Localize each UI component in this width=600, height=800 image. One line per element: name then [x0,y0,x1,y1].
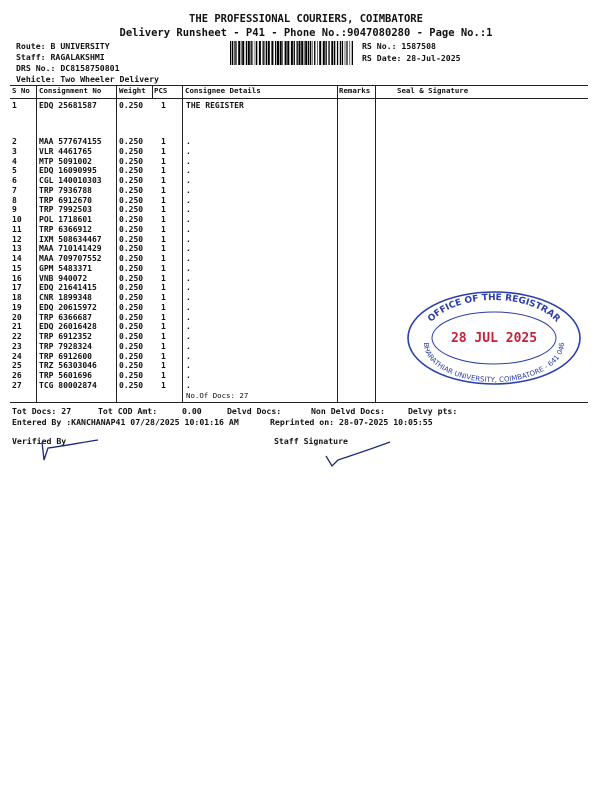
row-weight: 0.250 [119,332,144,341]
total-docs: Tot Docs: 27 [12,406,72,416]
row-consignee: . [186,254,191,263]
entered-by: Entered By :KANCHANAP41 07/28/2025 10:01:16 AM [12,417,239,427]
row-consignment: GPM 5483371 [39,263,92,273]
row-pcs: 1 [161,176,166,185]
row-weight: 0.250 [119,146,144,156]
row-pcs: 1 [161,293,166,302]
row-weight: 0.250 [119,380,144,390]
col-header-consignment: Consignment No [39,86,102,95]
row-sno: 18 [12,293,22,302]
row-weight: 0.250 [119,137,144,146]
row-consignment: TRP 6912670 [39,195,92,205]
row-weight: 0.250 [119,195,144,205]
row-consignee: . [186,244,191,254]
row-weight: 0.250 [119,176,144,185]
row-consignment: TRZ 56303046 [39,361,97,371]
row-sno: 9 [12,205,17,215]
table-row [0,147,600,157]
runsheet-title: Delivery Runsheet - P41 - Phone No.:9047080280 - Page No.:1 [119,27,493,39]
table-row [0,235,600,245]
staff-signature-label: Staff Signature [274,436,348,446]
row-sno: 7 [12,185,17,195]
row-pcs: 1 [161,332,166,341]
table-row [0,274,600,284]
row-pcs: 1 [161,101,166,110]
table-row [0,205,600,215]
row-sno: 20 [12,312,22,322]
svg-text:BHARATHIAR UNIVERSITY, COIMBAT [422,342,566,384]
row-weight: 0.250 [119,341,144,351]
row-sno: 14 [12,254,22,263]
row-sno: 25 [12,361,22,371]
rs-date: RS Date: 28-Jul-2025 [362,53,461,63]
row-pcs: 1 [161,263,166,273]
col-header-pcs: PCS [154,86,168,95]
row-sno: 22 [12,332,22,341]
row-weight: 0.250 [119,234,144,244]
row-consignee: THE REGISTER [186,101,244,110]
row-consignment: TRP 7992503 [39,205,92,215]
row-consignment: EDQ 25681587 [39,101,97,110]
row-consignee: . [186,273,191,283]
row-pcs: 1 [161,195,166,205]
row-sno: 24 [12,351,22,361]
row-weight: 0.250 [119,273,144,283]
table-row [0,215,600,225]
row-pcs: 1 [161,341,166,351]
staff-signature [322,440,394,470]
row-sno: 10 [12,215,22,224]
row-consignee: . [186,137,191,146]
row-weight: 0.250 [119,244,144,254]
row-pcs: 1 [161,351,166,361]
row-pcs: 1 [161,234,166,244]
row-consignee: . [186,215,191,224]
verified-by-label: Verified By [12,436,67,446]
route-text: Route: B UNIVERSITY [16,41,110,51]
row-sno: 12 [12,234,22,244]
row-weight: 0.250 [119,215,144,224]
row-consignment: MAA 577674155 [39,137,102,146]
row-consignee: . [186,283,191,293]
row-weight: 0.250 [119,293,144,302]
delivered-docs: Delvd Docs: [227,406,282,416]
row-pcs: 1 [161,205,166,215]
non-delivered-docs: Non Delvd Docs: [311,406,385,416]
row-pcs: 1 [161,302,166,312]
company-title: THE PROFESSIONAL COURIERS, COIMBATORE [189,13,423,25]
row-sno: 16 [12,273,22,283]
barcode-image [229,41,355,65]
row-weight: 0.250 [119,185,144,195]
row-weight: 0.250 [119,371,144,380]
table-row [0,186,600,196]
verified-signature [34,438,104,466]
delivery-points: Delvy pts: [408,406,458,416]
row-consignment: TRP 6366687 [39,312,92,322]
row-consignee: . [186,380,191,390]
row-consignee: . [186,224,191,234]
row-pcs: 1 [161,185,166,195]
table-row [0,244,600,254]
row-sno: 2 [12,137,17,146]
row-pcs: 1 [161,312,166,322]
row-weight: 0.250 [119,205,144,215]
row-sno: 19 [12,302,22,312]
row-pcs: 1 [161,166,166,176]
row-consignment: TRP 7936788 [39,185,92,195]
row-pcs: 1 [161,322,166,332]
row-pcs: 1 [161,380,166,390]
row-consignment: CGL 140010303 [39,176,102,185]
row-sno: 6 [12,176,17,185]
col-header-consignee: Consignee Details [185,86,261,95]
stamp-top-text: OFFICE OF THE REGISTRAR [426,292,562,325]
row-consignment: POL 1718601 [39,215,92,224]
col-divider [152,85,153,98]
row-consignment: EDQ 21641415 [39,283,97,293]
registrar-stamp [404,286,584,386]
row-pcs: 1 [161,215,166,224]
row-consignment: TRP 7928324 [39,341,92,351]
row-weight: 0.250 [119,322,144,332]
row-sno: 1 [12,101,17,110]
row-consignment: TRP 6366912 [39,224,92,234]
rs-number: RS No.: 1587508 [362,41,436,51]
row-pcs: 1 [161,361,166,371]
row-weight: 0.250 [119,101,144,110]
row-weight: 0.250 [119,156,144,166]
row-sno: 5 [12,166,17,176]
row-consignment: TRP 6912352 [39,332,92,341]
vehicle-text: Vehicle: Two Wheeler Delivery [16,74,159,84]
row-pcs: 1 [161,244,166,254]
row-sno: 3 [12,146,17,156]
row-pcs: 1 [161,254,166,263]
row-consignee: . [186,322,191,332]
row-consignment: EDQ 20615972 [39,302,97,312]
row-pcs: 1 [161,273,166,283]
row-sno: 26 [12,371,22,380]
row-consignee: . [186,371,191,380]
row-weight: 0.250 [119,361,144,371]
row-pcs: 1 [161,224,166,234]
no-of-docs: No.Of Docs: 27 [186,391,249,400]
row-consignee: . [186,234,191,244]
table-row [0,101,600,111]
table-row [0,254,600,264]
row-consignment: VLR 4461765 [39,146,92,156]
table-row [0,264,600,274]
row-consignment: EDQ 16090995 [39,166,97,176]
table-bottom-rule [10,402,588,403]
row-consignee: . [186,185,191,195]
row-consignment: VNB 940072 [39,273,88,283]
row-sno: 11 [12,224,22,234]
table-row [0,196,600,206]
row-consignee: . [186,166,191,176]
row-consignment: CNR 1899348 [39,293,92,302]
row-consignee: . [186,361,191,371]
row-consignee: . [186,302,191,312]
row-sno: 21 [12,322,22,332]
col-header-seal: Seal & Signature [397,86,469,95]
table-row [0,225,600,235]
row-consignee: . [186,341,191,351]
drs-text: DRS No.: DC8158750801 [16,63,120,73]
total-cod-label: Tot COD Amt: [98,406,158,416]
row-consignee: . [186,156,191,166]
row-consignment: MTP 5091002 [39,156,92,166]
row-consignee: . [186,332,191,341]
total-cod-value: 0.00 [182,406,202,416]
table-row [0,157,600,167]
row-weight: 0.250 [119,263,144,273]
row-weight: 0.250 [119,166,144,176]
row-consignee: . [186,205,191,215]
reprinted-on: Reprinted on: 28-07-2025 10:05:55 [270,417,433,427]
row-consignee: . [186,176,191,185]
row-consignment: TRP 5601696 [39,371,92,380]
row-consignment: MAA 710141429 [39,244,102,254]
row-sno: 27 [12,380,22,390]
row-consignee: . [186,195,191,205]
row-weight: 0.250 [119,224,144,234]
row-weight: 0.250 [119,302,144,312]
col-header-weight: Weight [119,86,146,95]
stamp-bottom-text: BHARATHIAR UNIVERSITY, COIMBATORE - 641 046 [421,342,567,385]
row-consignee: . [186,293,191,302]
row-sno: 4 [12,156,17,166]
row-sno: 13 [12,244,22,254]
row-pcs: 1 [161,137,166,146]
row-weight: 0.250 [119,283,144,293]
table-header-rule [10,98,588,99]
row-pcs: 1 [161,283,166,293]
row-sno: 8 [12,195,17,205]
svg-text:OFFICE OF THE REGISTRAR [426,293,561,324]
row-consignment: TCG 80002874 [39,380,97,390]
row-weight: 0.250 [119,312,144,322]
row-weight: 0.250 [119,351,144,361]
row-consignee: . [186,263,191,273]
col-header-remarks: Remarks [339,86,371,95]
table-row [0,166,600,176]
row-consignee: . [186,351,191,361]
row-pcs: 1 [161,371,166,380]
table-row [0,137,600,147]
row-sno: 15 [12,263,22,273]
stamp-date: 28 JUL 2025 [450,331,538,346]
row-consignment: IXM 508634467 [39,234,102,244]
row-sno: 17 [12,283,22,293]
row-consignment: MAA 709707552 [39,254,102,263]
row-consignee: . [186,146,191,156]
row-consignee: . [186,312,191,322]
row-pcs: 1 [161,146,166,156]
table-row [0,176,600,186]
row-weight: 0.250 [119,254,144,263]
row-consignment: EDQ 26016428 [39,322,97,332]
row-sno: 23 [12,341,22,351]
row-consignment: TRP 6912600 [39,351,92,361]
staff-text: Staff: RAGALAKSHMI [16,52,105,62]
row-pcs: 1 [161,156,166,166]
col-header-sno: S No [12,86,30,95]
